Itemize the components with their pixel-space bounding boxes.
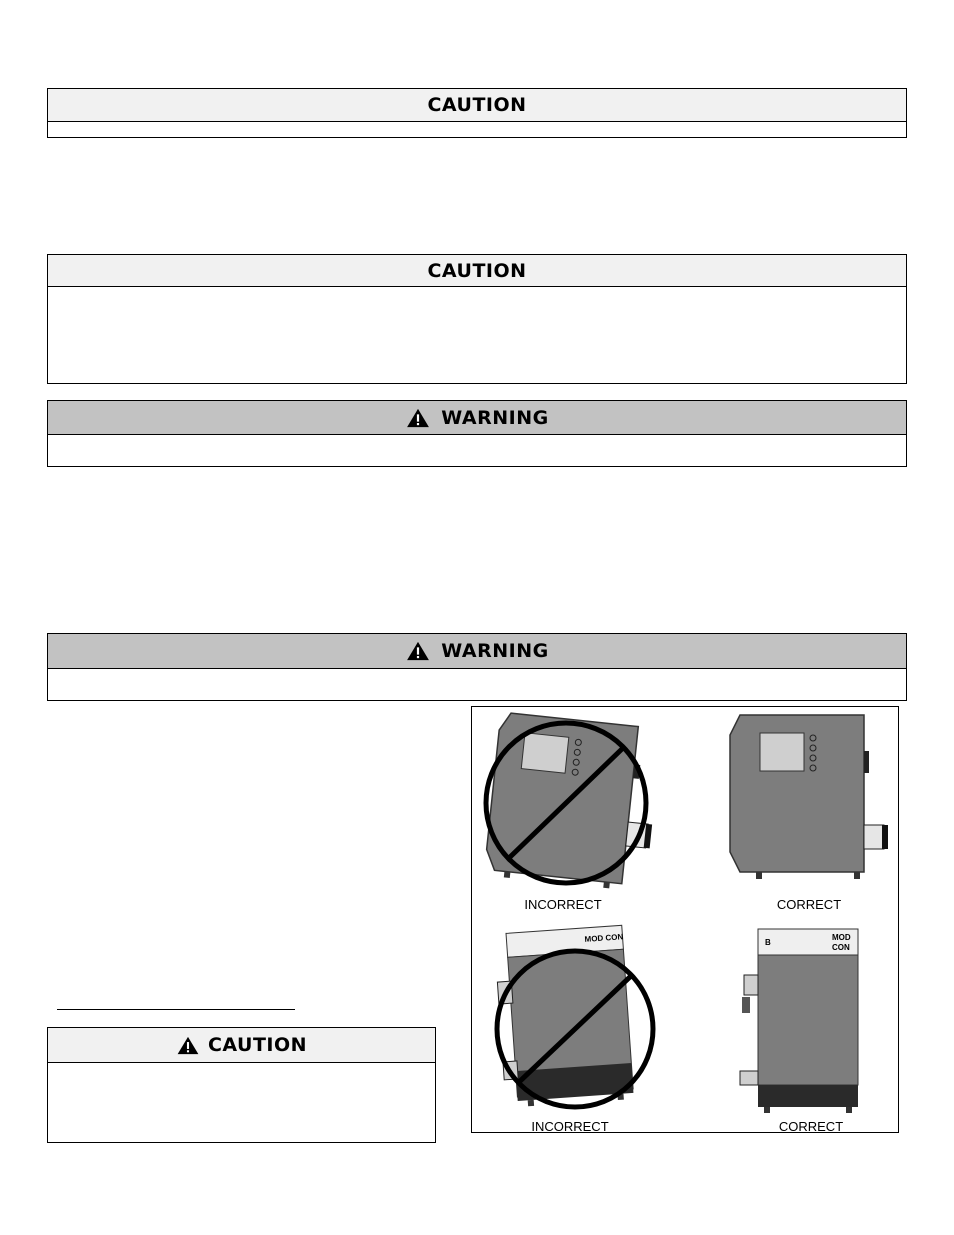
caption-incorrect-top: INCORRECT <box>524 897 602 912</box>
panel-label-left: MOD CON <box>584 932 624 944</box>
panel-badge: B <box>765 938 771 947</box>
caution-box-3 <box>47 1027 436 1143</box>
correct-upright-side-view <box>730 715 888 879</box>
correct-upright-front-view <box>740 929 858 1113</box>
orientation-figure <box>471 706 899 1133</box>
warning-triangle-icon <box>405 408 431 428</box>
caution-box-2 <box>47 254 907 384</box>
caution-header-3 <box>48 1028 435 1063</box>
panel-label-right-2: CON <box>832 943 850 952</box>
warning-box-2 <box>47 633 907 701</box>
caution-header-1 <box>48 89 906 122</box>
warning-header-1 <box>48 401 906 435</box>
orientation-illustration <box>472 707 898 1132</box>
incorrect-tilted-side-view <box>484 712 662 892</box>
caution-header-2 <box>48 255 906 287</box>
warning-triangle-icon <box>405 641 431 661</box>
warning-label-1: WARNING <box>441 406 549 429</box>
caption-correct-top: CORRECT <box>776 897 842 912</box>
warning-header-2 <box>48 634 906 669</box>
warning-box-1 <box>47 400 907 467</box>
caution-label-1: CAUTION <box>427 94 527 116</box>
warning-label-2: WARNING <box>441 640 549 662</box>
caution-box-1 <box>47 88 907 138</box>
section-heading-underline <box>57 1009 295 1010</box>
caption-incorrect-bottom: INCORRECT <box>531 1119 609 1134</box>
caution-label-3: CAUTION <box>207 1034 308 1056</box>
caption-correct-bottom: CORRECT <box>778 1119 844 1134</box>
caution-label-2: CAUTION <box>427 259 527 282</box>
warning-triangle-icon <box>176 1036 200 1055</box>
panel-label-right-1: MOD <box>832 933 851 942</box>
